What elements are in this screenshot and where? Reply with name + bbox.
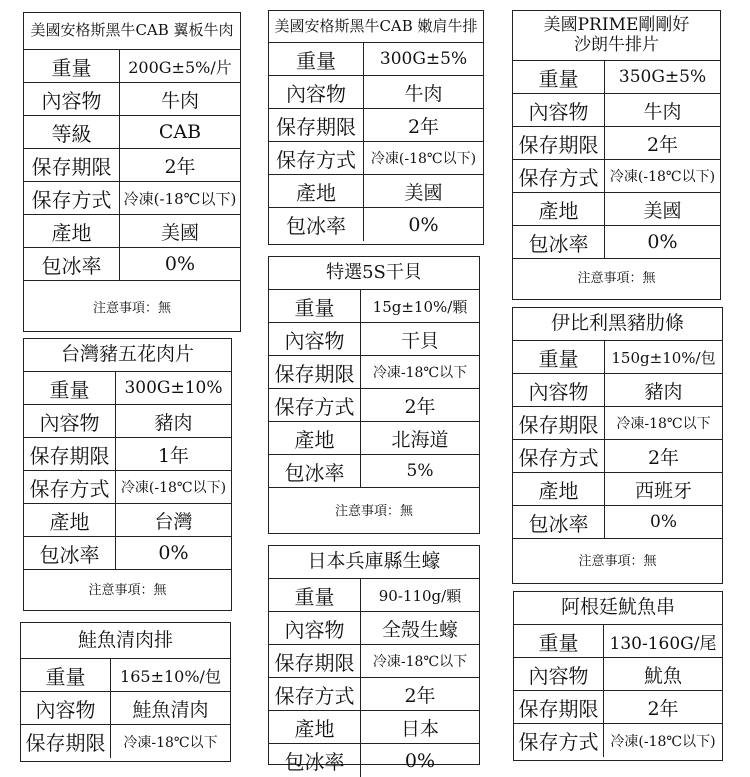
spec-row-shelf-life [514,691,722,724]
spec-row-weight [513,61,720,94]
row-label: 保存期限 [513,407,605,439]
row-label: 產地 [513,473,605,505]
row-value: 美國 [643,199,682,222]
row-value: 0% [650,512,677,532]
spec-row-shelf-life [513,127,720,160]
row-value: 台灣 [154,510,193,533]
row-value: 干貝 [400,329,439,352]
spec-card-cab-flank [23,12,241,332]
row-label: 內容物 [514,658,604,690]
row-label: 產地 [269,422,361,454]
spec-row-grade [24,116,240,149]
spec-row-weight [269,579,479,612]
row-label: 內容物 [513,374,605,406]
row-value: 冷凍(-18℃以下) [123,189,237,208]
row-value: 牛肉 [404,82,443,105]
row-label: 內容物 [21,692,111,724]
spec-card-prime-steak [512,10,721,300]
row-label: 重量 [24,372,116,404]
row-label: 內容物 [269,323,361,355]
spec-row-content [269,323,479,356]
row-value: 0% [164,253,196,275]
spec-row-ice-rate [24,537,231,570]
spec-card-scallop [268,256,480,534]
row-label: 內容物 [269,612,361,644]
row-value: 北海道 [391,428,449,451]
card-title: 鮭魚清肉排 [21,623,230,659]
row-value: 鮭魚清肉 [132,698,209,721]
row-label: 保存方式 [513,440,605,472]
spec-row-weight [269,43,483,76]
spec-row-ice-rate [269,455,479,488]
spec-row-storage [24,471,231,504]
row-label: 重量 [24,50,120,82]
row-value: 豬肉 [644,380,683,403]
row-value: 15g±10%/顆 [372,297,468,316]
row-label: 保存期限 [513,127,605,159]
card-title: 美國安格斯黑牛CAB 翼板牛肉 [24,13,240,50]
row-value: 冷凍-18℃以下 [616,416,711,432]
row-label: 保存方式 [24,182,120,214]
spec-row-shelf-life [269,109,483,142]
spec-row-shelf-life [21,725,230,758]
spec-row-origin [513,193,720,226]
spec-row-storage [269,678,479,711]
row-value: 美國 [160,221,199,244]
row-value: 2年 [646,133,679,156]
row-label: 包冰率 [269,208,364,241]
row-value: 冷凍-18℃以下 [123,734,218,751]
row-label: 內容物 [269,76,364,108]
row-label: 內容物 [24,83,120,115]
row-value: 魷魚 [643,664,682,687]
row-value: 全殼生蠔 [381,618,458,641]
spec-row-storage [514,724,722,757]
spec-row-origin [269,175,483,208]
card-title: 美國安格斯黑牛CAB 嫩肩牛排 [269,11,483,43]
card-title: 美國PRIME剛剛好 沙朗牛排片 [513,11,720,61]
row-value: 2年 [404,395,436,418]
row-value: 2年 [164,155,196,178]
row-value: 2年 [647,446,680,469]
spec-row-weight [514,625,722,658]
spec-row-origin [269,422,479,455]
row-label: 產地 [269,175,364,207]
row-value: 90-110g/顆 [378,586,462,605]
row-label: 重量 [269,290,361,322]
spec-row-ice-rate [513,506,722,539]
spec-card-oyster [268,545,480,774]
card-note: 注意事項：無 [578,553,657,569]
card-title: 台灣豬五花肉片 [24,339,231,372]
row-value: 150g±10%/包 [611,348,716,367]
spec-row-weight [269,290,479,323]
row-value: 2年 [404,684,436,707]
spec-row-shelf-life [513,407,722,440]
row-label: 保存方式 [269,389,361,421]
spec-row-content [24,405,231,438]
row-label: 包冰率 [269,744,361,777]
spec-row-content [269,76,483,109]
spec-row-origin [513,473,722,506]
row-label: 產地 [24,504,116,536]
spec-card-squid [513,591,723,761]
card-title: 伊比利黑豬肋條 [513,308,722,341]
row-value: 2年 [407,115,440,138]
row-label: 保存期限 [269,109,364,141]
spec-row-storage [24,182,240,215]
row-label: 內容物 [24,405,116,437]
row-label: 保存期限 [514,691,604,723]
row-value: 冷凍(-18℃以下) [370,151,477,167]
spec-card-salmon [20,622,231,762]
row-label: 保存期限 [24,149,120,181]
row-label: 包冰率 [269,455,361,487]
row-value: 冷凍-18℃以下 [372,654,468,670]
row-label: 產地 [269,711,361,743]
spec-row-content [21,692,230,725]
row-label: 包冰率 [513,506,605,538]
spec-row-shelf-life [269,645,479,678]
spec-row-storage [513,440,722,473]
spec-row-weight [513,341,722,374]
spec-row-storage [269,142,483,175]
spec-card-pork-belly [23,338,232,611]
row-value: 美國 [404,181,443,204]
card-title: 特選5S干貝 [269,257,479,290]
row-value: 300G±5% [379,49,468,69]
row-label: 包冰率 [24,537,116,569]
spec-row-ice-rate [269,744,479,777]
row-value: 西班牙 [634,479,692,502]
row-value: 牛肉 [160,89,199,112]
row-value: CAB [158,121,202,143]
row-value: 冷凍(-18℃以下) [610,733,716,750]
row-value: 牛肉 [643,100,682,123]
card-note: 注意事項：無 [334,503,413,519]
spec-row-origin [269,711,479,744]
row-label: 保存方式 [269,142,364,174]
spec-row-shelf-life [269,356,479,389]
row-label: 產地 [513,193,605,225]
row-label: 重量 [514,625,604,657]
row-value: 0% [158,542,189,564]
row-label: 重量 [513,61,605,93]
spec-card-iberico [512,307,723,584]
row-label: 包冰率 [513,226,605,258]
row-label: 保存方式 [24,471,116,503]
spec-row-content [514,658,722,691]
row-label: 保存期限 [21,725,111,758]
row-value: 350G±5% [618,67,707,87]
spec-row-ice-rate [269,208,483,241]
row-label: 包冰率 [24,248,120,280]
spec-row-shelf-life [24,438,231,471]
spec-row-origin [24,215,240,248]
row-value: 日本 [400,717,439,740]
row-value: 冷凍(-18℃以下) [120,480,227,496]
row-value: 冷凍-18℃以下 [372,365,468,381]
row-label: 保存期限 [269,645,361,677]
spec-row-content [24,83,240,116]
row-value: 0% [408,213,439,236]
row-label: 保存期限 [269,356,361,388]
card-note: 注意事項：無 [88,582,167,598]
spec-row-storage [513,160,720,193]
spec-row-storage [269,389,479,422]
spec-row-weight [24,50,240,83]
spec-row-weight [21,659,230,692]
card-title: 日本兵庫縣生蠔 [269,546,479,579]
row-value: 2年 [647,697,679,720]
row-value: 165±10%/包 [120,666,221,686]
spec-row-content [513,94,720,127]
spec-row-ice-rate [24,248,240,281]
card-note: 注意事項：無 [92,300,171,316]
row-label: 保存方式 [269,678,361,710]
row-label: 重量 [513,341,605,373]
row-label: 保存期限 [24,438,116,470]
row-value: 豬肉 [154,411,193,434]
row-label: 內容物 [513,94,605,126]
card-note: 注意事項：無 [577,271,656,286]
row-label: 保存方式 [514,724,604,757]
row-label: 等級 [24,116,120,148]
row-label: 保存方式 [513,160,605,192]
spec-row-content [269,612,479,645]
row-value: 1年 [157,444,190,467]
spec-row-content [513,374,722,407]
card-title: 阿根廷魷魚串 [514,592,722,625]
row-value: 300G±10% [124,378,223,398]
row-value: 冷凍(-18℃以下) [609,169,716,185]
row-value: 130-160G/尾 [609,633,717,654]
row-value: 200G±5%/片 [128,57,232,77]
spec-row-weight [24,372,231,405]
row-value: 0% [404,749,436,772]
spec-card-cab-shoulder [268,10,484,245]
row-value: 0% [647,231,678,253]
row-label: 重量 [21,659,111,691]
spec-row-origin [24,504,231,537]
row-label: 重量 [269,579,361,611]
row-label: 重量 [269,43,364,75]
row-label: 產地 [24,215,120,247]
row-value: 5% [406,461,434,481]
spec-row-shelf-life [24,149,240,182]
spec-row-ice-rate [513,226,720,259]
